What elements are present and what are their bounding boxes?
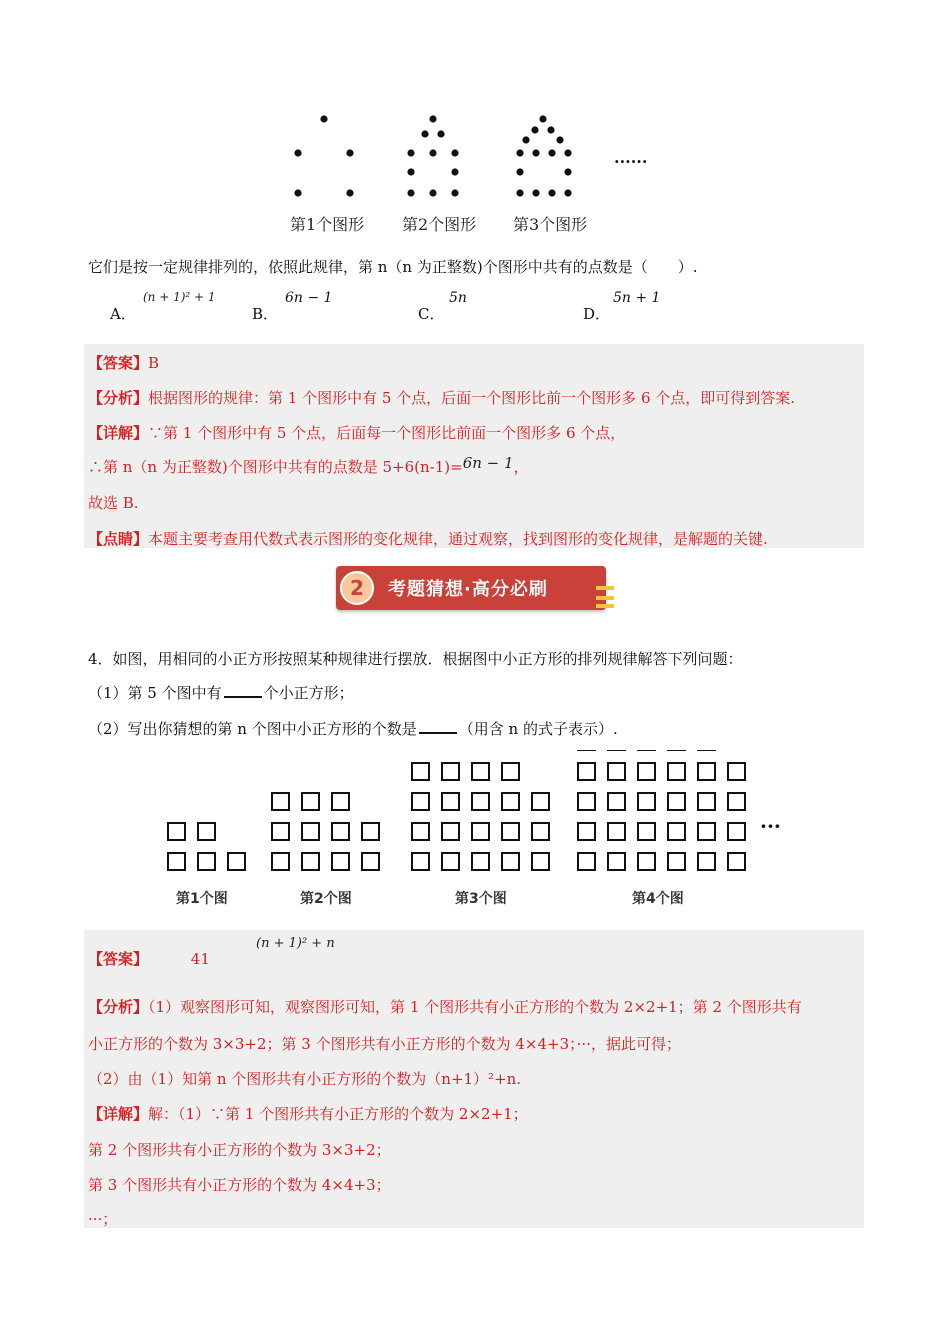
small-square xyxy=(728,853,745,870)
squares-figure-label-2: 第2个图 xyxy=(300,891,352,907)
answer-value: B xyxy=(148,354,160,372)
small-square xyxy=(332,823,349,840)
small-square xyxy=(578,853,595,870)
option-c-letter: C． xyxy=(418,305,445,323)
dot-figure-label-2: 第2个图形 xyxy=(402,215,477,234)
part1-blank[interactable] xyxy=(224,682,262,698)
analysis-text-1: （1）观察图形可知，观察图形可知，第 1 个图形共有小正方形的个数为 2×2+1；第 2 个图形共有 xyxy=(148,998,802,1016)
dots-ellipsis: ...... xyxy=(614,148,648,167)
detail-text-1: ∵第 1 个图形中有 5 个点，后面每一个图形比前面一个图形多 6 个点， xyxy=(148,424,626,442)
squares-figure-label-4: 第4个图 xyxy=(632,891,684,907)
small-square xyxy=(198,823,215,840)
small-square xyxy=(302,823,319,840)
small-square xyxy=(668,793,685,810)
q4-analysis-2: 小正方形的个数为 3×3+2；第 3 个图形共有小正方形的个数为 4×4+3；···，据此可得； xyxy=(88,1035,681,1053)
squares-ellipsis: ··· xyxy=(760,814,781,838)
small-square xyxy=(412,853,429,870)
analysis-text: 根据图形的规律：第 1 个图形中有 5 个点，后面一个图形比前一个图形多 6 个点，即可得到答案. xyxy=(148,389,796,407)
option-d-letter: D． xyxy=(583,305,611,323)
small-square xyxy=(532,793,549,810)
detail-end: ， xyxy=(513,458,529,476)
part2-text-b: （用含 n 的式子表示）. xyxy=(458,720,618,738)
small-square xyxy=(168,823,185,840)
q4-detail-1 xyxy=(88,1103,528,1124)
small-square xyxy=(442,763,459,780)
small-square xyxy=(578,823,595,840)
small-square xyxy=(332,853,349,870)
small-square xyxy=(502,793,519,810)
small-square xyxy=(412,823,429,840)
dot-figure-label-1: 第1个图形 xyxy=(290,215,365,234)
small-square xyxy=(302,853,319,870)
small-square xyxy=(442,823,459,840)
part2-blank[interactable] xyxy=(419,718,457,734)
small-square xyxy=(638,793,655,810)
small-square xyxy=(362,823,379,840)
small-square xyxy=(472,853,489,870)
answer-tag: 【答案】 xyxy=(88,950,149,968)
q4-detail-2: 第 2 个图形共有小正方形的个数为 3×3+2； xyxy=(88,1141,391,1159)
small-square xyxy=(578,763,595,780)
small-square xyxy=(472,823,489,840)
q3-question: 它们是按一定规律排列的，依照此规律，第 n（n 为正整数)个图形中共有的点数是（ ）. xyxy=(88,258,698,276)
detail-tag: 【详解】 xyxy=(88,424,149,442)
option-b-letter: B． xyxy=(252,305,279,323)
banner-title: 考题猜想·高分必刷 xyxy=(388,579,548,600)
small-square xyxy=(698,793,715,810)
small-square xyxy=(502,853,519,870)
dot-pattern-figure xyxy=(280,108,660,208)
answer-tag: 【答案】 xyxy=(88,354,149,372)
q3-detail-1 xyxy=(88,422,625,443)
small-square xyxy=(728,793,745,810)
option-a-expr: (n + 1)² + 1 xyxy=(143,290,216,304)
small-square xyxy=(638,853,655,870)
small-square xyxy=(608,793,625,810)
q3-analysis xyxy=(88,387,795,408)
small-square xyxy=(168,853,185,870)
q4-analysis-1 xyxy=(88,996,802,1017)
small-square xyxy=(668,823,685,840)
small-square xyxy=(472,763,489,780)
q4-stem: 4．如图，用相同的小正方形按照某种规律进行摆放．根据图中小正方形的排列规律解答下列问题： xyxy=(88,650,743,668)
small-square xyxy=(698,763,715,780)
q4-part2 xyxy=(88,718,618,739)
small-square xyxy=(608,823,625,840)
part2-text-a: （2）写出你猜想的第 n 个图中小正方形的个数是 xyxy=(88,720,417,738)
small-square xyxy=(272,853,289,870)
banner-number: 2 xyxy=(340,571,374,605)
detail-text-1: 解：（1）∵第 1 个图形共有小正方形的个数为 2×2+1； xyxy=(148,1105,528,1123)
small-square xyxy=(412,793,429,810)
small-square xyxy=(272,823,289,840)
banner-decoration xyxy=(596,596,614,600)
small-square xyxy=(698,823,715,840)
option-a-letter: A． xyxy=(110,305,136,323)
q3-comment xyxy=(88,528,768,549)
q4-answer xyxy=(88,948,210,969)
small-square xyxy=(668,853,685,870)
part1-text-b: 个小正方形； xyxy=(263,684,354,702)
small-square xyxy=(728,763,745,780)
q4-part1 xyxy=(88,682,354,703)
small-square xyxy=(302,793,319,810)
small-square xyxy=(502,823,519,840)
comment-text: 本题主要考查用代数式表示图形的变化规律，通过观察，找到图形的变化规律，是解题的关键. xyxy=(148,530,768,548)
comment-tag: 【点睛】 xyxy=(88,530,149,548)
answer-value-1: 41 xyxy=(190,950,210,968)
small-square xyxy=(638,763,655,780)
squares-figure-label-3: 第3个图 xyxy=(455,891,507,907)
banner-decoration xyxy=(596,586,614,590)
option-d-expr: 5n + 1 xyxy=(613,290,661,306)
small-square xyxy=(332,793,349,810)
small-square xyxy=(608,763,625,780)
analysis-tag: 【分析】 xyxy=(88,389,149,407)
small-square xyxy=(578,793,595,810)
detail-text-2: ∴第 n（n 为正整数)个图形中共有的点数是 5+6(n-1)= xyxy=(88,458,463,476)
small-square xyxy=(442,853,459,870)
small-square xyxy=(362,853,379,870)
small-square xyxy=(532,823,549,840)
section-banner xyxy=(336,566,606,610)
banner-decoration xyxy=(596,604,614,608)
q3-detail-2 xyxy=(88,456,529,477)
small-square xyxy=(228,853,245,870)
small-square xyxy=(272,793,289,810)
small-square xyxy=(198,853,215,870)
small-square xyxy=(698,853,715,870)
q3-answer xyxy=(88,352,159,373)
small-square xyxy=(668,763,685,780)
small-square xyxy=(502,763,519,780)
q3-detail-3: 故选 B. xyxy=(88,494,139,512)
q4-detail-4: ···； xyxy=(88,1210,118,1228)
small-square xyxy=(728,823,745,840)
q4-analysis-3: （2）由（1）知第 n 个图形共有小正方形的个数为（n+1）²+n. xyxy=(88,1070,522,1088)
option-c-expr: 5n xyxy=(449,290,467,306)
detail-expr: 6n − 1 xyxy=(462,454,514,472)
detail-tag: 【详解】 xyxy=(88,1105,149,1123)
option-b-expr: 6n − 1 xyxy=(285,290,333,306)
dot-figure-label-3: 第3个图形 xyxy=(513,215,588,234)
squares-pattern-figure xyxy=(160,750,800,890)
squares-figure-label-1: 第1个图 xyxy=(176,891,228,907)
small-square xyxy=(472,793,489,810)
small-square xyxy=(608,853,625,870)
q3-solution-block xyxy=(84,344,864,548)
small-square xyxy=(532,853,549,870)
small-square xyxy=(442,793,459,810)
q4-detail-3: 第 3 个图形共有小正方形的个数为 4×4+3； xyxy=(88,1176,391,1194)
answer-value-2: (n + 1)² + n xyxy=(256,936,335,951)
analysis-tag: 【分析】 xyxy=(88,998,149,1016)
small-square xyxy=(412,763,429,780)
part1-text-a: （1）第 5 个图中有 xyxy=(88,684,222,702)
small-square xyxy=(638,823,655,840)
